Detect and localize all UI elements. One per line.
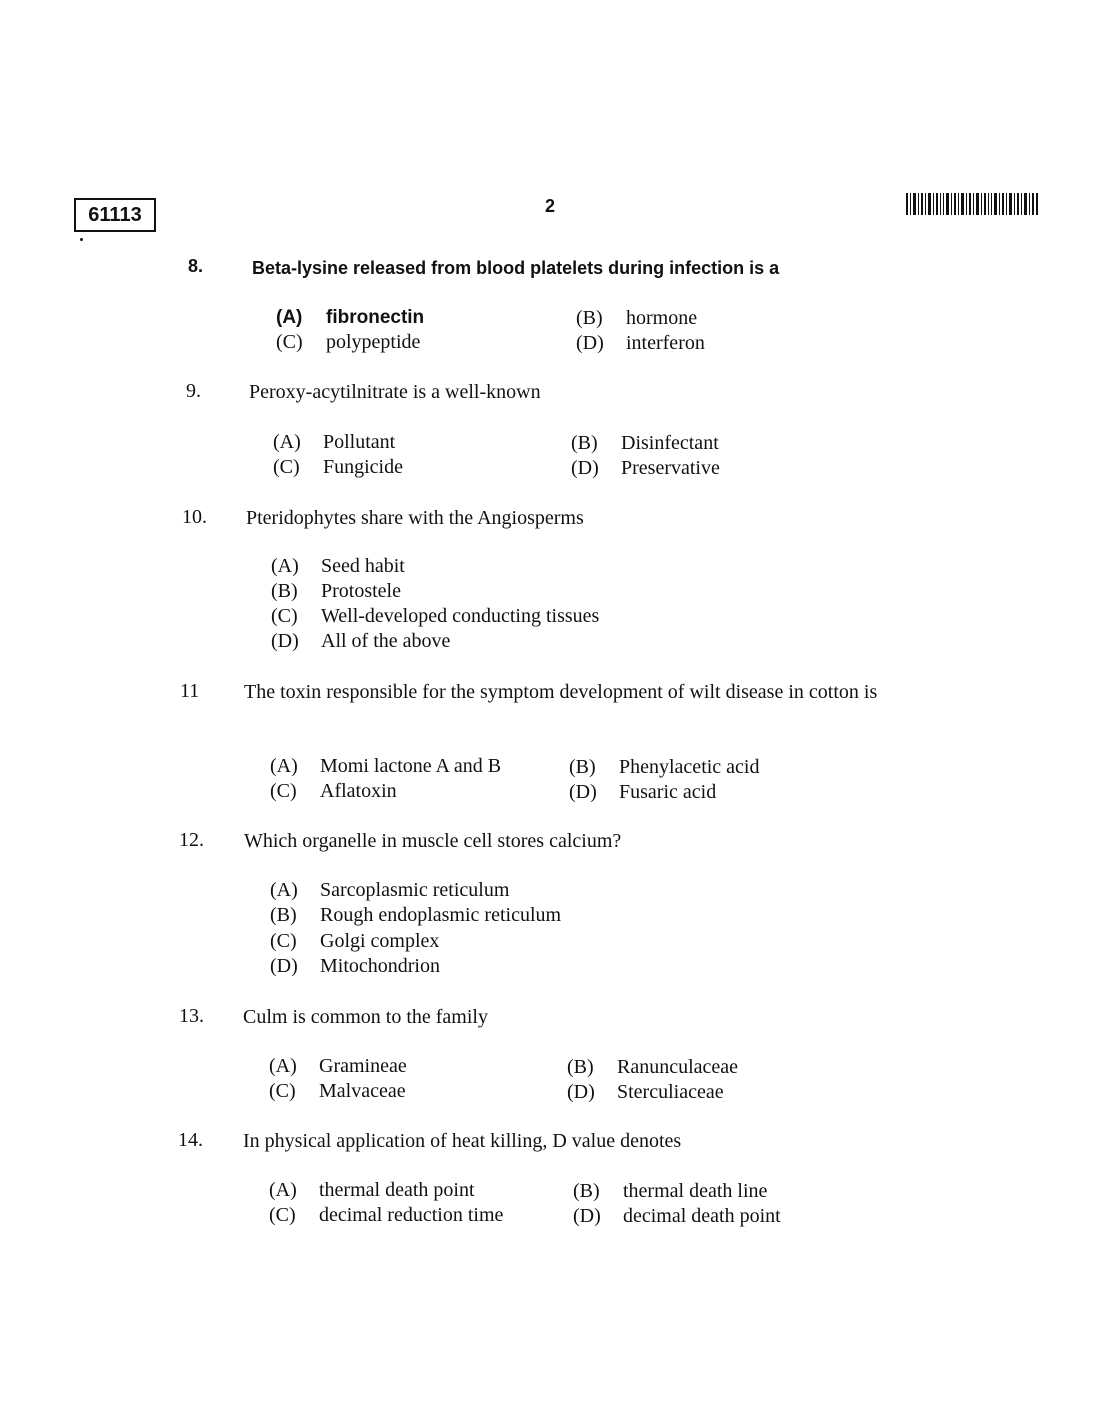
option-a [273,430,395,455]
option-label: (A) [276,307,303,328]
option-d [270,954,440,979]
option-text: Pollutant [323,431,396,453]
option-text: fibronectin [326,307,425,328]
option-text: Mitochondrion [320,955,440,977]
option-label: (D) [567,1081,595,1103]
question-number: 11 [180,680,200,702]
option-a [270,878,509,903]
option-d [271,629,450,654]
option-text: Phenylacetic acid [619,756,760,778]
question-text: Which organelle in muscle cell stores calcium? [244,830,622,852]
option-text: Protostele [321,580,401,602]
option-b [569,755,760,780]
option-d [573,1204,781,1229]
option-label: (C) [276,331,303,353]
option-text: Preservative [621,457,720,479]
question-text: In physical application of heat killing, D value denotes [243,1130,682,1152]
mark-dot [80,238,83,241]
option-c [270,779,397,804]
option-label: (C) [269,1204,296,1226]
option-a [276,305,424,330]
option-label: (B) [571,432,598,454]
option-b [576,306,697,331]
option-label: (B) [569,756,596,778]
option-c [269,1079,406,1104]
question-number: 14. [178,1129,203,1151]
question-text: Culm is common to the family [243,1006,488,1028]
option-label: (B) [576,307,603,329]
option-b [573,1179,767,1204]
option-text: interferon [626,332,705,354]
option-b [571,431,719,456]
question-text: The toxin responsible for the symptom development of wilt disease in cotton is [244,681,878,703]
question-text: Peroxy-acytilnitrate is a well-known [249,381,541,403]
option-text: Well-developed conducting tissues [321,605,600,627]
option-d [576,331,705,356]
option-text: Disinfectant [621,432,719,454]
option-label: (D) [271,630,299,652]
option-d [569,780,716,805]
option-d [567,1080,724,1105]
question-number: 8. [188,256,204,276]
option-c [273,455,403,480]
question-number: 12. [179,829,204,851]
option-a [271,554,405,579]
option-text: Ranunculaceae [617,1056,739,1078]
option-text: All of the above [321,630,451,652]
option-c [276,330,420,355]
option-label: (C) [273,456,300,478]
question-text: Beta-lysine released from blood platelets during infection is a [252,258,780,278]
option-label: (A) [270,879,298,901]
option-text: Sarcoplasmic reticulum [320,879,510,901]
option-label: (A) [270,755,298,777]
option-label: (B) [271,580,298,602]
option-text: Fusaric acid [619,781,717,803]
option-text: Momi lactone A and B [320,755,502,777]
option-text: Aflatoxin [320,780,397,802]
option-text: thermal death point [319,1179,475,1201]
option-text: thermal death line [623,1180,768,1202]
option-text: hormone [626,307,698,329]
option-c [269,1203,503,1228]
option-label: (D) [576,332,604,354]
option-label: (C) [270,930,297,952]
option-label: (B) [567,1056,594,1078]
option-d [571,456,720,481]
option-text: decimal death point [623,1205,781,1227]
question-number: 9. [186,380,201,402]
option-c [271,604,599,629]
option-label: (A) [269,1179,297,1201]
option-a [269,1054,407,1079]
option-text: Rough endoplasmic reticulum [320,904,562,926]
option-label: (D) [569,781,597,803]
option-text: polypeptide [326,331,421,353]
question-number: 10. [182,506,207,528]
option-label: (A) [271,555,299,577]
barcode-icon [906,193,1038,215]
option-a [270,754,501,779]
question-number: 13. [179,1005,204,1027]
option-text: Seed habit [321,555,405,577]
option-text: Golgi complex [320,930,440,952]
option-label: (B) [270,904,297,926]
option-label: (D) [571,457,599,479]
option-label: (C) [271,605,298,627]
option-label: (D) [270,955,298,977]
option-a [269,1178,475,1203]
option-label: (C) [269,1080,296,1102]
option-b [567,1055,738,1080]
option-b [270,903,561,928]
option-b [271,579,401,604]
option-text: Malvaceae [319,1080,406,1102]
paper-code: 61113 [74,198,156,232]
option-label: (C) [270,780,297,802]
option-text: Sterculiaceae [617,1081,724,1103]
option-text: decimal reduction time [319,1204,504,1226]
question-text: Pteridophytes share with the Angiosperms [246,507,584,529]
option-label: (D) [573,1205,601,1227]
page-number: 2 [544,196,555,216]
option-label: (B) [573,1180,600,1202]
option-text: Gramineae [319,1055,407,1077]
option-c [270,929,439,954]
option-label: (A) [269,1055,297,1077]
option-text: Fungicide [323,456,403,478]
option-label: (A) [273,431,301,453]
